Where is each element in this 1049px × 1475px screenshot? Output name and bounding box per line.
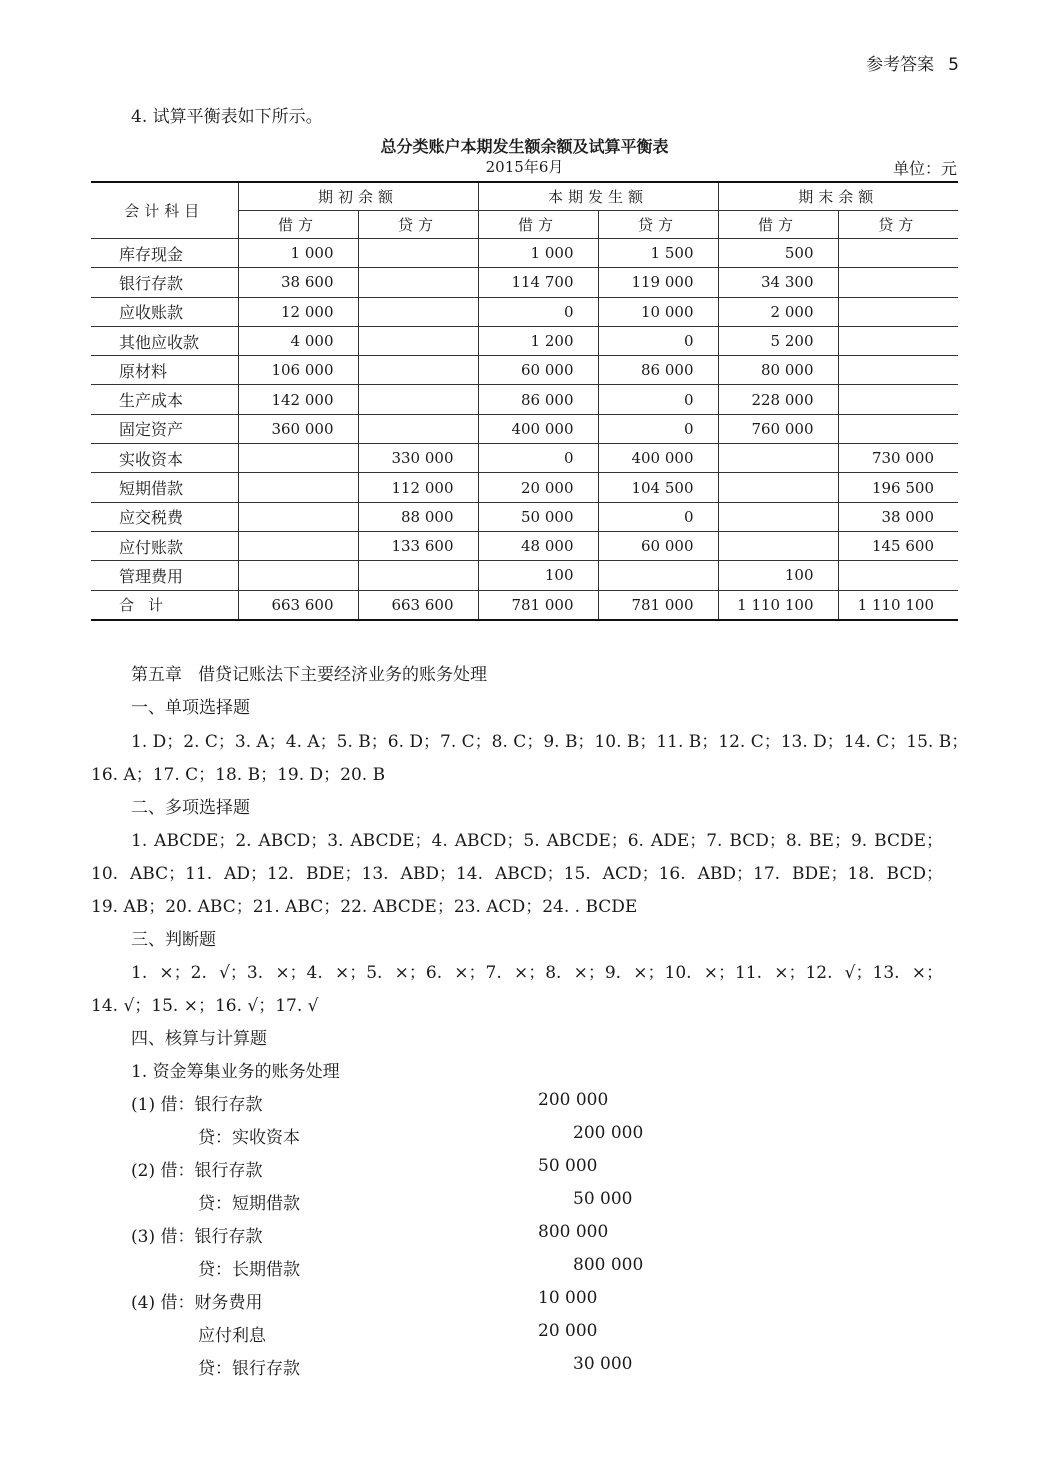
amount-cell [838,297,958,326]
answer-line: 16. A；17. C；18. B；19. D；20. B [91,765,386,785]
amount-cell: 48 000 [478,531,598,560]
amount-cell: 38 600 [238,268,358,297]
amount-cell: 1 000 [478,239,598,268]
page-header [866,50,959,75]
amount-cell [238,444,358,473]
group-header-period: 本期发生额 [478,182,718,211]
journal-entry-label: (1) 借：银行存款 [131,1095,263,1115]
subsection-title: 1. 资金筹集业务的账务处理 [131,1062,340,1082]
journal-entry-amount: 20 000 [538,1321,598,1341]
account-name-cell: 银行存款 [91,268,238,297]
amount-cell: 100 [718,561,838,590]
account-name-cell: 管理费用 [91,561,238,590]
amount-cell: 114 700 [478,268,598,297]
amount-cell: 0 [598,326,718,355]
table-row [91,297,958,326]
table-title: 总分类账户本期发生额余额及试算平衡表 [380,137,669,156]
journal-entry-label: (4) 借：财务费用 [131,1293,263,1313]
account-name-cell: 库存现金 [91,239,238,268]
table-row [91,356,958,385]
amount-cell: 34 300 [718,268,838,297]
journal-entry-amount: 800 000 [538,1222,609,1242]
amount-cell: 2 000 [718,297,838,326]
amount-cell: 86 000 [598,356,718,385]
account-name-cell: 应交税费 [91,502,238,531]
amount-cell: 119 000 [598,268,718,297]
amount-cell [838,385,958,414]
amount-cell: 1 500 [598,239,718,268]
table-row [91,502,958,531]
table-row [91,473,958,502]
account-name-cell: 其他应收款 [91,326,238,355]
account-name-cell: 生产成本 [91,385,238,414]
chapter-title [131,660,487,685]
section-title-true-false: 三、判断题 [131,930,216,950]
total-amount-cell: 1 110 100 [838,590,958,620]
amount-cell [358,297,478,326]
table-row [91,561,958,590]
chapter-number: 第五章 [131,665,182,685]
amount-cell [358,561,478,590]
amount-cell [238,531,358,560]
total-amount-cell: 663 600 [358,590,478,620]
answer-line: 1. D；2. C；3. A；4. A；5. B；6. D；7. C；8. C；9. B；10. B；11. B；12. C；13. D；14. C；15. B； [131,732,969,752]
page-number: 5 [948,55,959,75]
amount-cell [358,239,478,268]
amount-cell [238,561,358,590]
journal-entry-label: 应付利息 [198,1326,266,1346]
amount-cell [358,356,478,385]
amount-cell: 400 000 [478,414,598,443]
answer-line: 1. ABCDE；2. ABCD；3. ABCDE；4. ABCD；5. ABCDE；6. ADE；7. BCD；8. BE；9. BCDE； [131,831,943,851]
amount-cell [718,502,838,531]
sub-header-credit: 贷方 [838,211,958,239]
table-unit: 单位：元 [892,159,957,178]
table-row [91,239,958,268]
amount-cell [718,473,838,502]
intro-text: 4. 试算平衡表如下所示。 [131,107,323,127]
amount-cell: 100 [478,561,598,590]
amount-cell: 4 000 [238,326,358,355]
amount-cell: 760 000 [718,414,838,443]
account-name-cell: 原材料 [91,356,238,385]
answer-line: 19. AB；20. ABC；21. ABC；22. ABCDE；23. ACD；24. . BCDE [91,897,638,917]
journal-entry-amount: 200 000 [573,1123,644,1143]
total-amount-cell: 781 000 [478,590,598,620]
amount-cell [358,268,478,297]
amount-cell [358,326,478,355]
amount-cell: 112 000 [358,473,478,502]
amount-cell: 228 000 [718,385,838,414]
journal-entry-amount: 30 000 [573,1354,633,1374]
sub-header-credit: 贷方 [598,211,718,239]
amount-cell: 0 [478,444,598,473]
section-title-single-choice: 一、单项选择题 [131,698,250,718]
account-name-cell: 应付账款 [91,531,238,560]
journal-entry-amount: 50 000 [573,1189,633,1209]
table-row [91,385,958,414]
amount-cell: 196 500 [838,473,958,502]
amount-cell: 360 000 [238,414,358,443]
section-title-calculation: 四、核算与计算题 [131,1029,267,1049]
amount-cell [238,473,358,502]
chapter-name: 借贷记账法下主要经济业务的账务处理 [198,665,487,685]
amount-cell: 500 [718,239,838,268]
amount-cell: 5 200 [718,326,838,355]
account-name-cell: 固定资产 [91,414,238,443]
journal-entry-label: 贷：长期借款 [198,1260,300,1280]
answer-line: 1. ×；2. √；3. ×；4. ×；5. ×；6. ×；7. ×；8. ×；9. ×；10. ×；11. ×；12. √；13. ×； [131,963,943,983]
amount-cell: 133 600 [358,531,478,560]
amount-cell: 0 [598,414,718,443]
answer-line: 14. √；15. ×；16. √；17. √ [91,996,319,1016]
answer-line: 10. ABC；11. AD；12. BDE；13. ABD；14. ABCD；15. ACD；16. ABD；17. BDE；18. BCD； [91,864,943,884]
amount-cell [598,561,718,590]
amount-cell [238,502,358,531]
journal-entry-amount: 10 000 [538,1288,598,1308]
amount-cell [358,385,478,414]
journal-entry-label: (2) 借：银行存款 [131,1161,263,1181]
amount-cell: 1 000 [238,239,358,268]
amount-cell: 104 500 [598,473,718,502]
table-row [91,444,958,473]
amount-cell: 86 000 [478,385,598,414]
group-header-closing: 期末余额 [718,182,958,211]
journal-entry-label: 贷：实收资本 [198,1128,300,1148]
journal-entry-label: 贷：短期借款 [198,1194,300,1214]
amount-cell [358,414,478,443]
total-label-cell: 合计 [91,590,238,620]
account-name-cell: 实收资本 [91,444,238,473]
table-date: 2015年6月 [485,158,564,176]
amount-cell: 0 [598,385,718,414]
header-title: 参考答案 [866,55,935,75]
header-account: 会计科目 [91,182,238,239]
amount-cell: 400 000 [598,444,718,473]
amount-cell: 0 [598,502,718,531]
amount-cell [838,356,958,385]
account-name-cell: 短期借款 [91,473,238,502]
amount-cell: 80 000 [718,356,838,385]
journal-entry-label: 贷：银行存款 [198,1359,300,1379]
amount-cell: 10 000 [598,297,718,326]
total-amount-cell: 663 600 [238,590,358,620]
amount-cell: 12 000 [238,297,358,326]
journal-entry-amount: 200 000 [538,1090,609,1110]
section-title-multi-choice: 二、多项选择题 [131,798,250,818]
amount-cell: 730 000 [838,444,958,473]
amount-cell: 1 200 [478,326,598,355]
amount-cell [838,414,958,443]
amount-cell: 106 000 [238,356,358,385]
amount-cell: 60 000 [478,356,598,385]
journal-entry-amount: 800 000 [573,1255,644,1275]
amount-cell: 142 000 [238,385,358,414]
amount-cell: 38 000 [838,502,958,531]
sub-header-debit: 借方 [238,211,358,239]
sub-header-debit: 借方 [718,211,838,239]
account-name-cell: 应收账款 [91,297,238,326]
amount-cell: 88 000 [358,502,478,531]
amount-cell: 145 600 [838,531,958,560]
amount-cell [838,561,958,590]
group-header-opening: 期初余额 [238,182,478,211]
total-amount-cell: 781 000 [598,590,718,620]
amount-cell [838,268,958,297]
sub-header-credit: 贷方 [358,211,478,239]
journal-entry-label: (3) 借：银行存款 [131,1227,263,1247]
amount-cell [838,239,958,268]
total-amount-cell: 1 110 100 [718,590,838,620]
amount-cell [718,531,838,560]
total-row [91,590,958,620]
amount-cell: 50 000 [478,502,598,531]
amount-cell: 60 000 [598,531,718,560]
amount-cell: 20 000 [478,473,598,502]
table-row [91,414,958,443]
trial-balance-table [91,181,958,621]
table-row [91,326,958,355]
amount-cell: 330 000 [358,444,478,473]
amount-cell [838,326,958,355]
sub-header-debit: 借方 [478,211,598,239]
amount-cell [718,444,838,473]
table-row [91,531,958,560]
amount-cell: 0 [478,297,598,326]
table-row [91,268,958,297]
journal-entry-amount: 50 000 [538,1156,598,1176]
